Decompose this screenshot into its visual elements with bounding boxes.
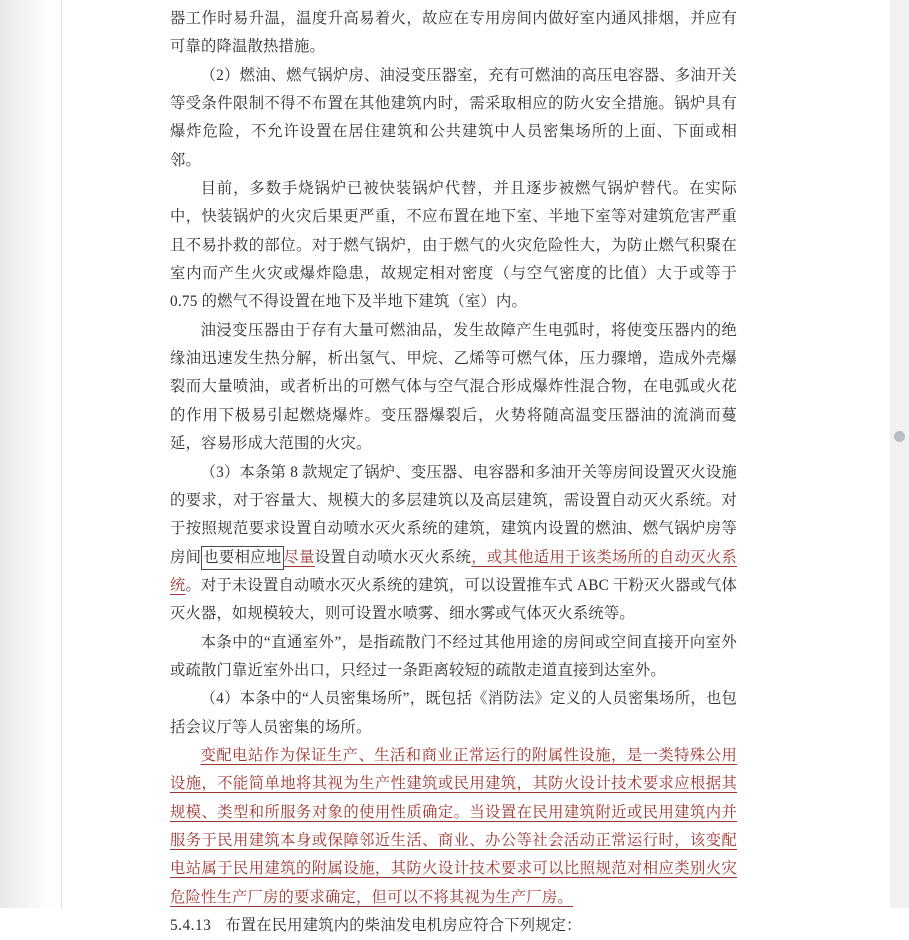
text-run: （3）本条第 8 款规定了锅炉、变压器、电容器和多油开关等房间设置灭火设施的要求，对于容量大、规模大的多层建筑以及高层建筑，需设置自动灭火系统。对于按照规范要求设置自动喷水灭火系统的建筑，建筑内设置的燃油、燃气锅炉房等房间	[170, 463, 737, 566]
revision-red-text: 变配电站作为保证生产、生活和商业正常运行的附属性设施，是一类特殊公用设施，不能简单地将其视为生产性建筑或民用建筑，其防火设计技术要求应根据其规模、类型和所服务对象的使用性质确定。当设置在民用建筑附近或民用建筑内并服务于民用建筑本身或保障邻近生活、商业、办公等社会活动正常运行时，该变配电站属于民用建筑的附属设施，其防火设计技术要求可以比照规范对相应类别火灾危险性生产厂房的要求确定，但可以不将其视为生产厂房。	[170, 746, 737, 906]
paragraph-direct-exit: 本条中的“直通室外”，是指疏散门不经过其他用途的房间或空间直接开向室外或疏散门靠近室外出口，只经过一条距离较短的疏散走道直接到达室外。	[170, 633, 737, 679]
paragraph-section-5-4-13	[170, 912, 737, 940]
paragraph-oil-transformer: 油浸变压器由于存有大量可燃油品，发生故障产生电弧时，将使变压器内的绝缘油迅速发生热分解，析出氢气、甲烷、乙烯等可燃气体，压力骤增，造成外壳爆裂而大量喷油，或者析出的可燃气体与空气混合形成爆炸性混合物，在电弧或火花的作用下极易引起燃烧爆炸。变压器爆裂后，火势将随高温变压器油的流淌而蔓延，容易形成大范围的火灾。	[170, 321, 737, 453]
revision-insertion-box: 也要相应地	[201, 546, 283, 570]
revision-red-text: ，或其他适用于该类场所的自动灭火系统	[170, 548, 737, 594]
document-text-area	[170, 5, 737, 940]
revision-red-text: 尽量	[283, 548, 315, 566]
page-left-edge-shadow	[0, 0, 62, 908]
paragraph-item-4: （4）本条中的“人员密集场所”，既包括《消防法》定义的人员密集场所，也包括会议厅等人员密集的场所。	[170, 690, 737, 736]
section-number: 5.4.13	[170, 917, 212, 934]
paragraph-continuation: 器工作时易升温，温度升高易着火，故应在专用房间内做好室内通风排烟，并应有可靠的降温散热措施。	[170, 10, 737, 56]
paragraph-substation-revision	[170, 742, 737, 912]
scrollbar-thumb[interactable]	[894, 431, 905, 442]
text-run: 设置自动喷水灭火系统	[314, 548, 472, 566]
text-run: 。对于未设置自动喷水灭火系统的建筑，可以设置推车式 ABC 干粉灭火器或气体灭火器，如规模较大，则可设置水喷雾、细水雾或气体灭火系统等。	[170, 576, 737, 623]
scrollbar-track[interactable]	[890, 0, 909, 908]
paragraph-item-3	[170, 459, 737, 629]
section-title-text: 布置在民用建筑内的柴油发电机房应符合下列规定：	[225, 917, 582, 934]
paragraph-boilers: 目前，多数手烧锅炉已被快装锅炉代替，并且逐步被燃气锅炉替代。在实际中，快装锅炉的火灾后果更严重，不应布置在地下室、半地下室等对建筑危害严重且不易扑救的部位。对于燃气锅炉，由于燃气的火灾危险性大，为防止燃气积聚在室内而产生火灾或爆炸隐患，故规定相对密度（与空气密度的比值）大于或等于 0.75 的燃气不得设置在地下及半地下建筑（室）内。	[170, 180, 737, 311]
paragraph-item-2: （2）燃油、燃气锅炉房、油浸变压器室，充有可燃油的高压电容器、多油开关等受条件限制不得不布置在其他建筑内时，需采取相应的防火安全措施。锅炉具有爆炸危险，不允许设置在居住建筑和公共建筑中人员密集场所的上面、下面或相邻。	[170, 66, 737, 169]
